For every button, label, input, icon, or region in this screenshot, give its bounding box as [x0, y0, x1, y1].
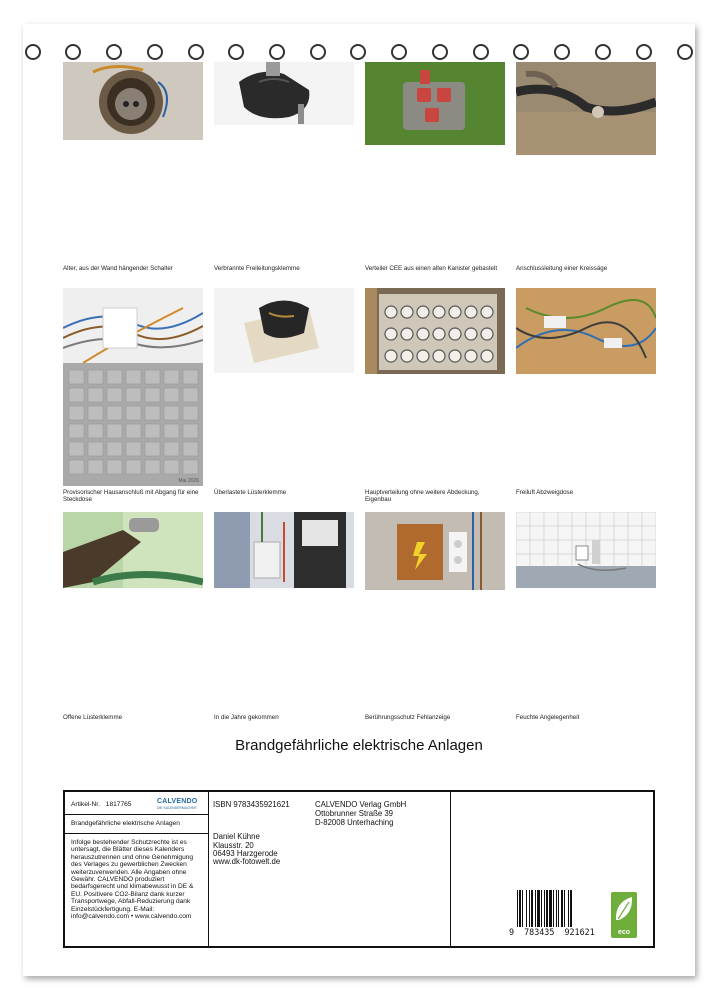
- photo-12-caption: Feuchte Angelegenheit: [516, 714, 580, 721]
- legal-text: Infolge bestehender Schutzrechte ist es untersagt, die Blätter dieses Kalenders herauszutrennen und ohne Genehmigung des Verlages zu gewerblichen Zwecken weiterzuverwenden. Alle Angaben ohne Gewähr. CALVENDO produziert bedarfsgerecht und klimabewusst in DE & EU. Positivere CO2-Bilanz dank kurzer Transportwege, Abfall-Reduzierung dank Einzelstückfertigung. E-Mail: info@calvendo.com • www.calvendo.com: [71, 839, 194, 921]
- author-city: 06493 Harzgerode: [213, 849, 278, 858]
- binding-ring: [432, 44, 448, 60]
- photo-7: [365, 288, 505, 374]
- binding-ring: [228, 44, 244, 60]
- photo-1: [63, 62, 203, 140]
- photo-7-caption: Hauptverteilung ohne weitere Abdeckung, Eigenbau: [365, 489, 480, 503]
- info-column-barcode: [451, 792, 653, 946]
- binding-ring: [147, 44, 163, 60]
- eco-badge: [611, 892, 637, 938]
- photo-5-caption: Provisorischer Hausanschluß mit Abgang für eine Steckdose: [63, 489, 199, 503]
- publisher-info-box: [63, 790, 655, 948]
- photo-5: [63, 288, 203, 486]
- binding-ring: [677, 44, 693, 60]
- calvendo-logo: CALVENDO: [157, 798, 198, 805]
- divider: [65, 833, 208, 834]
- binding-ring: [188, 44, 204, 60]
- binding-ring: [636, 44, 652, 60]
- calvendo-logo-sub: DIE KALENDERMACHER: [157, 806, 197, 810]
- product-title: Brandgefährliche elektrische Anlagen: [71, 820, 180, 827]
- binding-ring: [106, 44, 122, 60]
- info-column-isbn: [209, 792, 451, 946]
- info-column-article: [65, 792, 209, 946]
- publisher-street: Ottobrunner Straße 39: [315, 809, 394, 818]
- author-street: Klausstr. 20: [213, 841, 254, 850]
- photo-3: [365, 62, 505, 145]
- article-label: [71, 801, 131, 808]
- photo-10: [214, 512, 354, 588]
- binding-ring: [25, 44, 41, 60]
- photo-11: [365, 512, 505, 590]
- binding-ring: [310, 44, 326, 60]
- photo-8-caption: Freiluft Abzweigdose: [516, 489, 574, 496]
- photo-8: [516, 288, 656, 374]
- article-label-text: Artikel-Nr.: [71, 801, 100, 808]
- photo-12: [516, 512, 656, 588]
- photo-6: [214, 288, 354, 373]
- publisher-city: D-82008 Unterhaching: [315, 818, 394, 827]
- binding-ring: [554, 44, 570, 60]
- photo-10-caption: In die Jahre gekommen: [214, 714, 279, 721]
- author-name: Daniel Kühne: [213, 832, 260, 841]
- calendar-title: Brandgefährliche elektrische Anlagen: [235, 737, 483, 754]
- mini-calendar-label: Mai 2026: [178, 478, 199, 484]
- barcode-digits: 9 783435 921621: [509, 927, 595, 937]
- photo-6-caption: Überlastete Lüsterklemme: [214, 489, 287, 496]
- photo-11-caption: Berührungsschutz Fehlanzeige: [365, 714, 451, 721]
- photo-3-caption: Verteiler CEE aus einen alten Kanister gebastelt: [365, 265, 498, 272]
- photo-9-caption: Offene Lüsterklemme: [63, 714, 123, 721]
- author-website: www.dk-fotowelt.de: [213, 857, 281, 866]
- article-number: 1817765: [105, 801, 132, 808]
- photo-2: [214, 62, 354, 125]
- binding-ring: [65, 44, 81, 60]
- photo-9: [63, 512, 203, 588]
- photo-1-caption: Alter, aus der Wand hängender Schalter: [63, 265, 173, 272]
- photo-4-caption: Anschlussleitung einer Kreissäge: [516, 265, 608, 272]
- binding-ring: [350, 44, 366, 60]
- divider: [65, 814, 208, 815]
- leaf-icon: [611, 892, 637, 926]
- binding-ring: [269, 44, 285, 60]
- binding-ring: [391, 44, 407, 60]
- fuse-grid: [385, 306, 493, 362]
- binding-ring: [513, 44, 529, 60]
- isbn: ISBN 9783435921621: [213, 800, 290, 809]
- binding-ring: [473, 44, 489, 60]
- eco-label: eco: [617, 929, 631, 936]
- photo-4: [516, 62, 656, 155]
- publisher-name: CALVENDO Verlag GmbH: [315, 800, 407, 809]
- binding-ring: [595, 44, 611, 60]
- photo-2-caption: Verbrannte Freileitungsklemme: [214, 265, 300, 272]
